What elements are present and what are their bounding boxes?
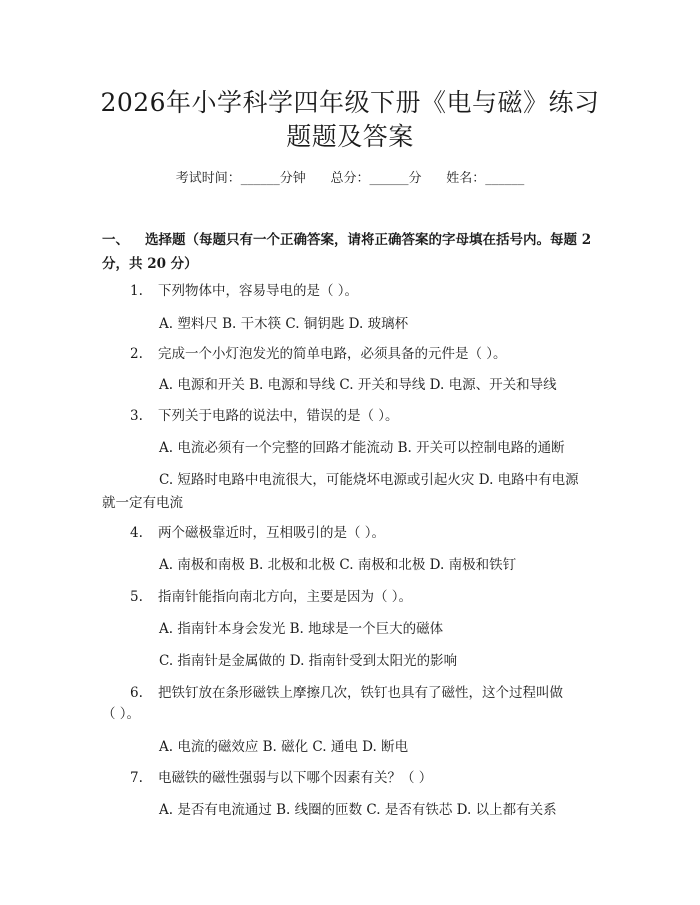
question-text: 下列物体中，容易导电的是（ ）。	[158, 283, 359, 299]
question-6-options: A. 电流的磁效应 B. 磁化 C. 通电 D. 断电	[159, 739, 409, 755]
question-3-option-ab: A. 电流必须有一个完整的回路才能流动 B. 开关可以控制电路的通断	[159, 440, 565, 456]
question-number: 7.	[130, 770, 143, 786]
section-heading-line2: 分，共 20 分）	[102, 256, 198, 272]
section-heading-line1: 选择题（每题只有一个正确答案，请将正确答案的字母填在括号内。每题 2	[145, 232, 592, 248]
document-title-line1: 2026年小学科学四年级下册《电与磁》练习	[100, 88, 600, 117]
question-text: 电磁铁的磁性强弱与以下哪个因素有关？（ ）	[158, 770, 433, 786]
question-number: 6.	[130, 685, 143, 701]
question-2	[130, 344, 507, 364]
question-text: 指南针能指向南北方向，主要是因为（ ）。	[158, 589, 413, 605]
question-5	[130, 587, 412, 607]
question-number: 4.	[130, 525, 143, 541]
question-7-options: A. 是否有电流通过 B. 线圈的匝数 C. 是否有铁芯 D. 以上都有关系	[159, 802, 557, 818]
question-1	[130, 281, 358, 301]
question-2-options: A. 电源和开关 B. 电源和导线 C. 开关和导线 D. 电源、开关和导线	[159, 377, 557, 393]
section-heading-cont	[102, 252, 602, 276]
section-number: 一、	[102, 232, 129, 248]
question-text: 两个磁极靠近时，互相吸引的是（ ）。	[158, 525, 386, 541]
question-number: 5.	[130, 589, 143, 605]
question-number: 1.	[130, 283, 143, 299]
question-3	[130, 406, 399, 426]
question-4	[130, 523, 385, 543]
question-7	[130, 768, 432, 788]
question-5-option-ab: A. 指南针本身会发光 B. 地球是一个巨大的磁体	[159, 621, 444, 637]
question-4-options: A. 南极和南极 B. 北极和北极 C. 南极和北极 D. 南极和铁钉	[159, 557, 517, 573]
question-number: 3.	[130, 408, 143, 424]
question-text: 完成一个小灯泡发光的简单电路，必须具备的元件是（ ）。	[158, 346, 507, 362]
section-heading	[102, 228, 602, 252]
question-6	[130, 683, 563, 703]
exam-meta-line: 考试时间：______分钟 总分：______分 姓名：______	[175, 171, 525, 186]
question-1-options: A. 塑料尺 B. 干木筷 C. 铜钥匙 D. 玻璃杯	[159, 316, 409, 332]
question-6-text-wrap: （ ）。	[102, 706, 141, 722]
question-number: 2.	[130, 346, 143, 362]
question-text: 下列关于电路的说法中，错误的是（ ）。	[158, 408, 399, 424]
document-title-line2: 题题及答案	[286, 122, 414, 151]
question-3-option-cd-wrap: 就一定有电流	[102, 495, 183, 511]
question-text: 把铁钉放在条形磁铁上摩擦几次，铁钉也具有了磁性，这个过程叫做	[158, 685, 563, 701]
question-5-option-cd: C. 指南针是金属做的 D. 指南针受到太阳光的影响	[159, 653, 458, 669]
question-3-option-cd: C. 短路时电路中电流很大，可能烧坏电源或引起火灾 D. 电路中有电源	[159, 472, 579, 488]
